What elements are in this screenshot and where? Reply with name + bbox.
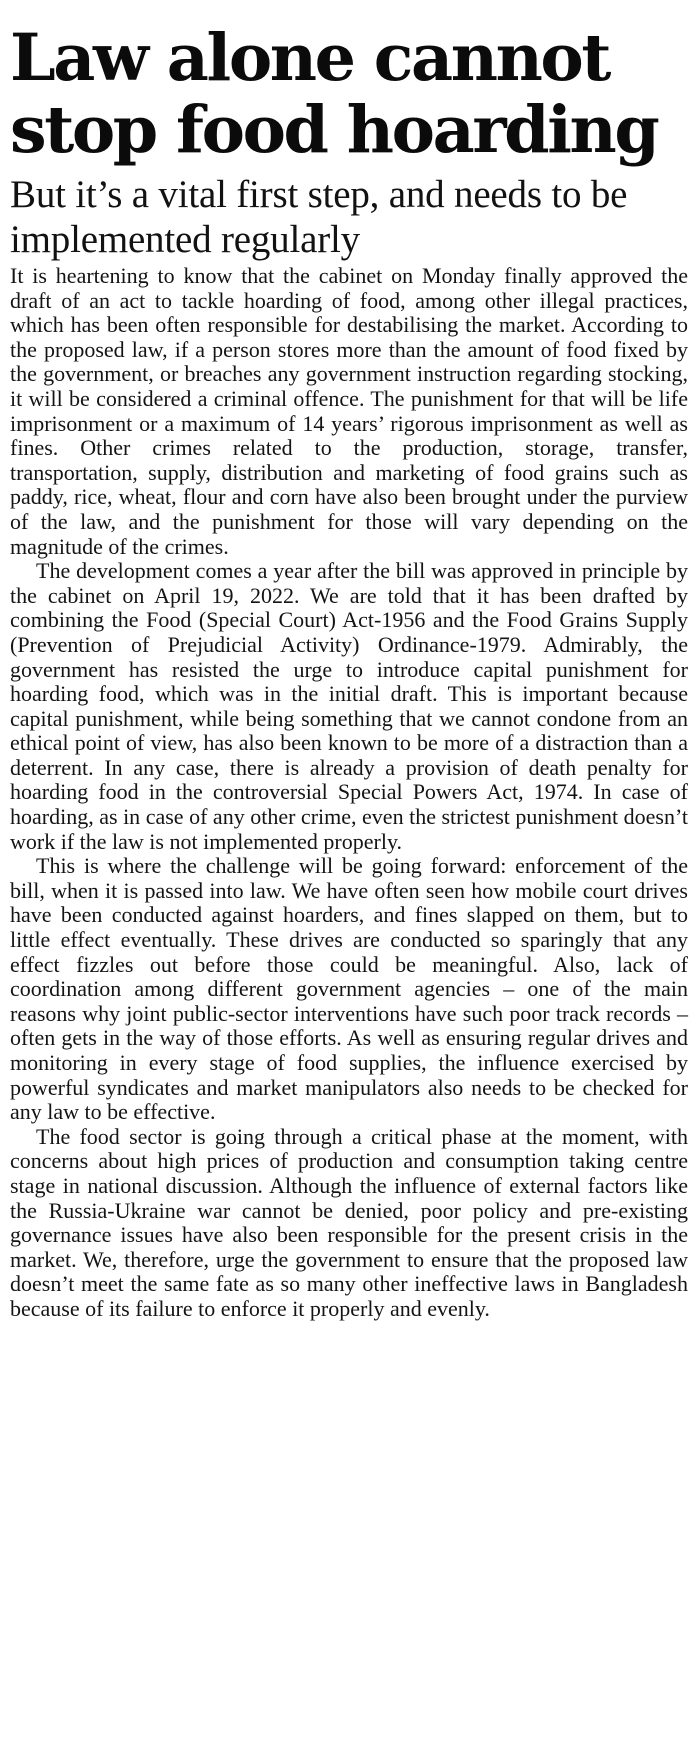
paragraph-3: This is where the challenge will be going forward: enforcement of the bill, when it is passed into law. We have often seen how mobile court drives have been conducted against hoarders, and fines slapped on them, but to little effect eventually. These drives are conducted so sparingly that any effect fizzles out before those could be meaningful. Also, lack of coordination among different government agencies – one of the main reasons why joint public-sector interventions have such poor track records – often gets in the way of those efforts. As well as ensuring regular drives and monitoring in every stage of food supplies, the influence exercised by powerful syndicates and market manipulators also needs to be checked for any law to be effective.: [10, 853, 688, 1125]
paragraph-4: The food sector is going through a critical phase at the moment, with concerns about high prices of production and consumption taking centre stage in national discussion. Although the influence of external factors like the Russia-Ukraine war cannot be denied, poor policy and pre-existing governance issues have also been responsible for the present crisis in the market. We, therefore, urge the government to ensure that the proposed law doesn’t meet the same fate as so many other ineffective laws in Bangladesh because of its failure to enforce it properly and evenly.: [10, 1123, 688, 1321]
paragraph-1: It is heartening to know that the cabinet on Monday finally approved the draft of an act to tackle hoarding of food, among other illegal practices, which has been often responsible for destabilising the market. According to the proposed law, if a person stores more than the amount of food fixed by the government, or breaches any government instruction regarding stocking, it will be considered a criminal offence. The punishment for that will be life imprisonment or a maximum of 14 years’ rigorous imprisonment as well as fines. Other crimes related to the production, storage, transfer, transportation, supply, distribution and marketing of food grains such as paddy, rice, wheat, flour and corn have also been brought under the purview of the law, and the punishment for those will vary depending on the magnitude of the crimes.: [10, 263, 688, 559]
editorial-article: [10, 22, 688, 1322]
subheadline: But it’s a vital first step, and needs to be implemented regularly: [10, 173, 628, 261]
paragraph-2: The development comes a year after the bill was approved in principle by the cabinet on April 19, 2022. We are told that it has been drafted by combining the Food (Special Court) Act-1956 and the Food Grains Supply (Prevention of Prejudicial Activity) Ordinance-1979. Admirably, the government has resisted the urge to introduce capital punishment for hoarding food, which was in the initial draft. This is important because capital punishment, while being something that we cannot condone from an ethical point of view, has also been known to be more of a distraction than a deterrent. In any case, there is already a provision of death penalty for hoarding food in the controversial Special Powers Act, 1974. In case of hoarding, as in case of any other crime, even the strictest punishment doesn’t work if the law is not implemented properly.: [10, 558, 688, 854]
headline: Law alone cannot stop food hoarding: [10, 20, 658, 168]
article-body: [10, 264, 688, 1322]
